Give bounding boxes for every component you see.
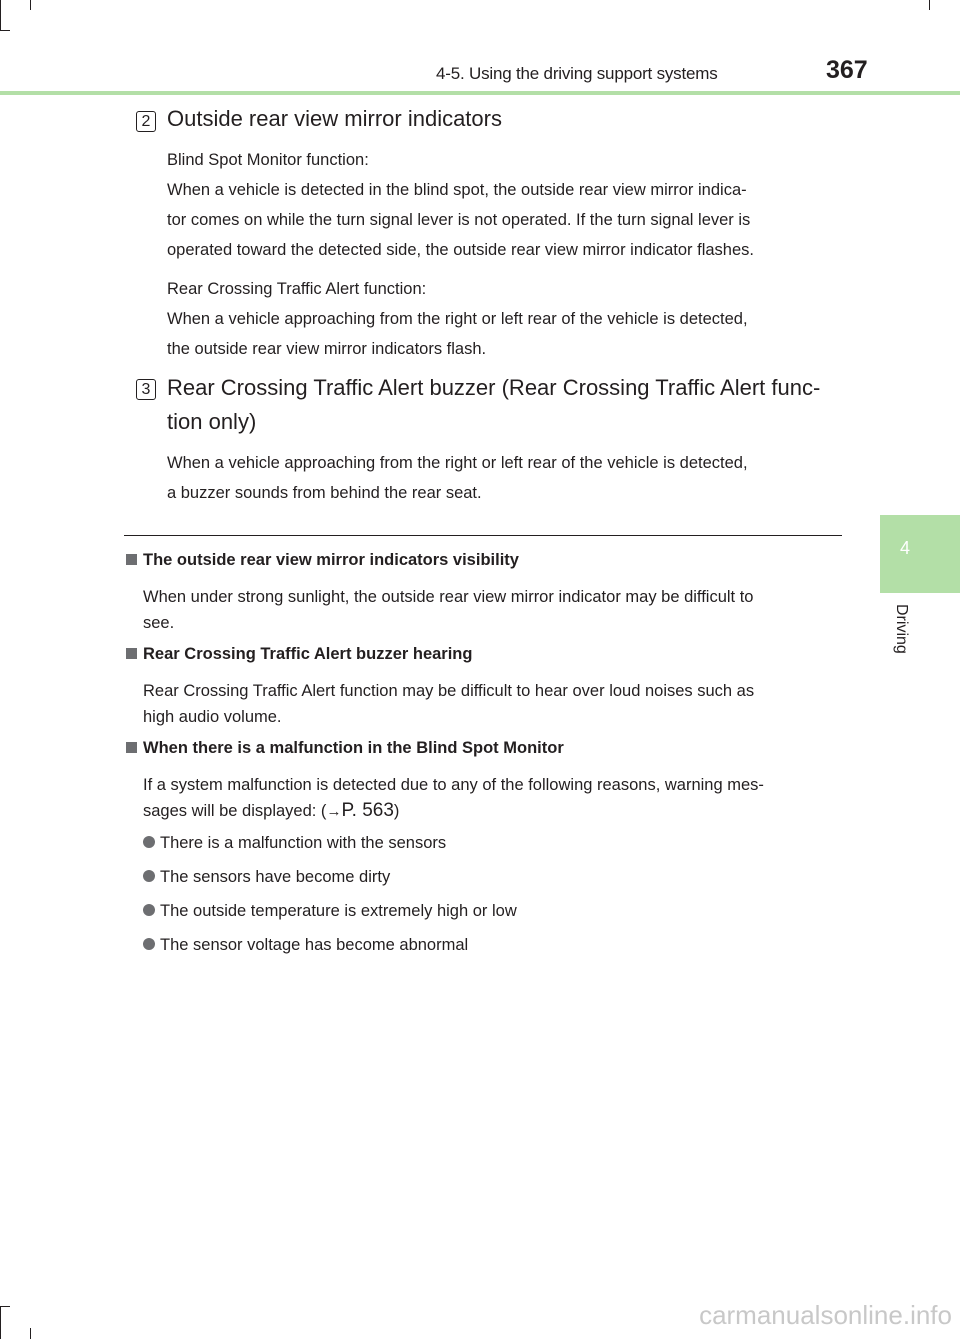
round-bullet-icon — [143, 938, 155, 950]
chapter-tab-number: 4 — [899, 538, 910, 558]
bullet-list-item — [143, 902, 833, 921]
item-body — [167, 448, 837, 508]
note-heading — [126, 645, 836, 664]
body-line: tor comes on while the turn signal lever is not operated. If the turn signal lever is — [167, 211, 751, 229]
note-text — [143, 678, 843, 730]
bullet-text: There is a malfunction with the sensors — [160, 834, 447, 852]
body-line: a buzzer sounds from behind the rear seat. — [167, 484, 482, 502]
note-text-line: high audio volume. — [143, 708, 282, 726]
body-line: Blind Spot Monitor function: — [167, 151, 369, 169]
note-heading-text: When there is a malfunction in the Blind Spot Monitor — [143, 739, 564, 757]
square-bullet-icon — [126, 742, 137, 753]
item-number-badge: 3 — [136, 379, 156, 400]
item-title — [167, 371, 837, 439]
square-bullet-icon — [126, 648, 137, 659]
note-text-line — [143, 798, 843, 825]
body-line: the outside rear view mirror indicators flash. — [167, 340, 487, 358]
bullet-text: The outside temperature is extremely high or low — [160, 902, 517, 920]
crop-mark-bottom-left-vertical — [0, 1306, 1, 1339]
note-text-line: Rear Crossing Traffic Alert function may be difficult to hear over loud noises such as — [143, 682, 755, 700]
crop-mark-bottom-left-tick — [30, 1328, 31, 1339]
crop-mark-top-right-vertical — [929, 0, 930, 10]
bullet-list-item — [143, 936, 833, 955]
note-text-fragment: ) — [393, 802, 400, 820]
round-bullet-icon — [143, 870, 155, 882]
page-reference[interactable]: P. 563 — [341, 800, 394, 821]
body-line: operated toward the detected side, the outside rear view mirror indicator flashes. — [167, 241, 754, 259]
crop-mark-top-left-tick — [30, 0, 31, 10]
body-line: When a vehicle is detected in the blind spot, the outside rear view mirror indica- — [167, 181, 747, 199]
note-heading-text: The outside rear view mirror indicators visibility — [143, 551, 519, 569]
watermark: carmanualsonline.info — [699, 1300, 952, 1330]
bullet-text: The sensor voltage has become abnormal — [160, 936, 469, 954]
header-rule — [0, 91, 960, 95]
body-line: When a vehicle approaching from the right or left rear of the vehicle is detected, — [167, 310, 748, 328]
note-text — [143, 584, 843, 636]
item-title: Outside rear view mirror indicators — [167, 106, 502, 131]
note-text-line: see. — [143, 614, 175, 632]
section-divider — [124, 535, 842, 536]
body-line: Rear Crossing Traffic Alert function: — [167, 280, 427, 298]
note-heading — [126, 551, 836, 570]
item-title-line: Rear Crossing Traffic Alert buzzer (Rear Crossing Traffic Alert func- — [167, 375, 821, 400]
bullet-list-item — [143, 868, 833, 887]
crop-mark-bottom-left-horizontal — [0, 1306, 10, 1307]
bullet-text: The sensors have become dirty — [160, 868, 391, 886]
note-text-line: If a system malfunction is detected due to any of the following reasons, warning mes- — [143, 776, 764, 794]
item-body — [167, 145, 837, 364]
page-reference-arrow: → — [326, 803, 342, 820]
note-heading-text: Rear Crossing Traffic Alert buzzer hearing — [143, 645, 473, 663]
note-heading — [126, 739, 836, 758]
item-number-badge: 2 — [136, 111, 156, 132]
square-bullet-icon — [126, 554, 137, 565]
crop-mark-top-left-horizontal — [0, 30, 10, 31]
page-number: 367 — [826, 56, 868, 84]
note-text — [143, 772, 843, 825]
chapter-tab-label: Driving — [893, 604, 910, 654]
crop-mark-top-left-vertical — [0, 0, 1, 30]
body-line: When a vehicle approaching from the right or left rear of the vehicle is detected, — [167, 454, 748, 472]
note-text-line: When under strong sunlight, the outside rear view mirror indicator may be difficult to — [143, 588, 754, 606]
running-header-section: 4-5. Using the driving support systems — [436, 64, 718, 83]
round-bullet-icon — [143, 904, 155, 916]
note-text-fragment: sages will be displayed: ( — [143, 802, 327, 820]
item-title-line: tion only) — [167, 409, 257, 434]
bullet-list-item — [143, 834, 833, 853]
round-bullet-icon — [143, 836, 155, 848]
